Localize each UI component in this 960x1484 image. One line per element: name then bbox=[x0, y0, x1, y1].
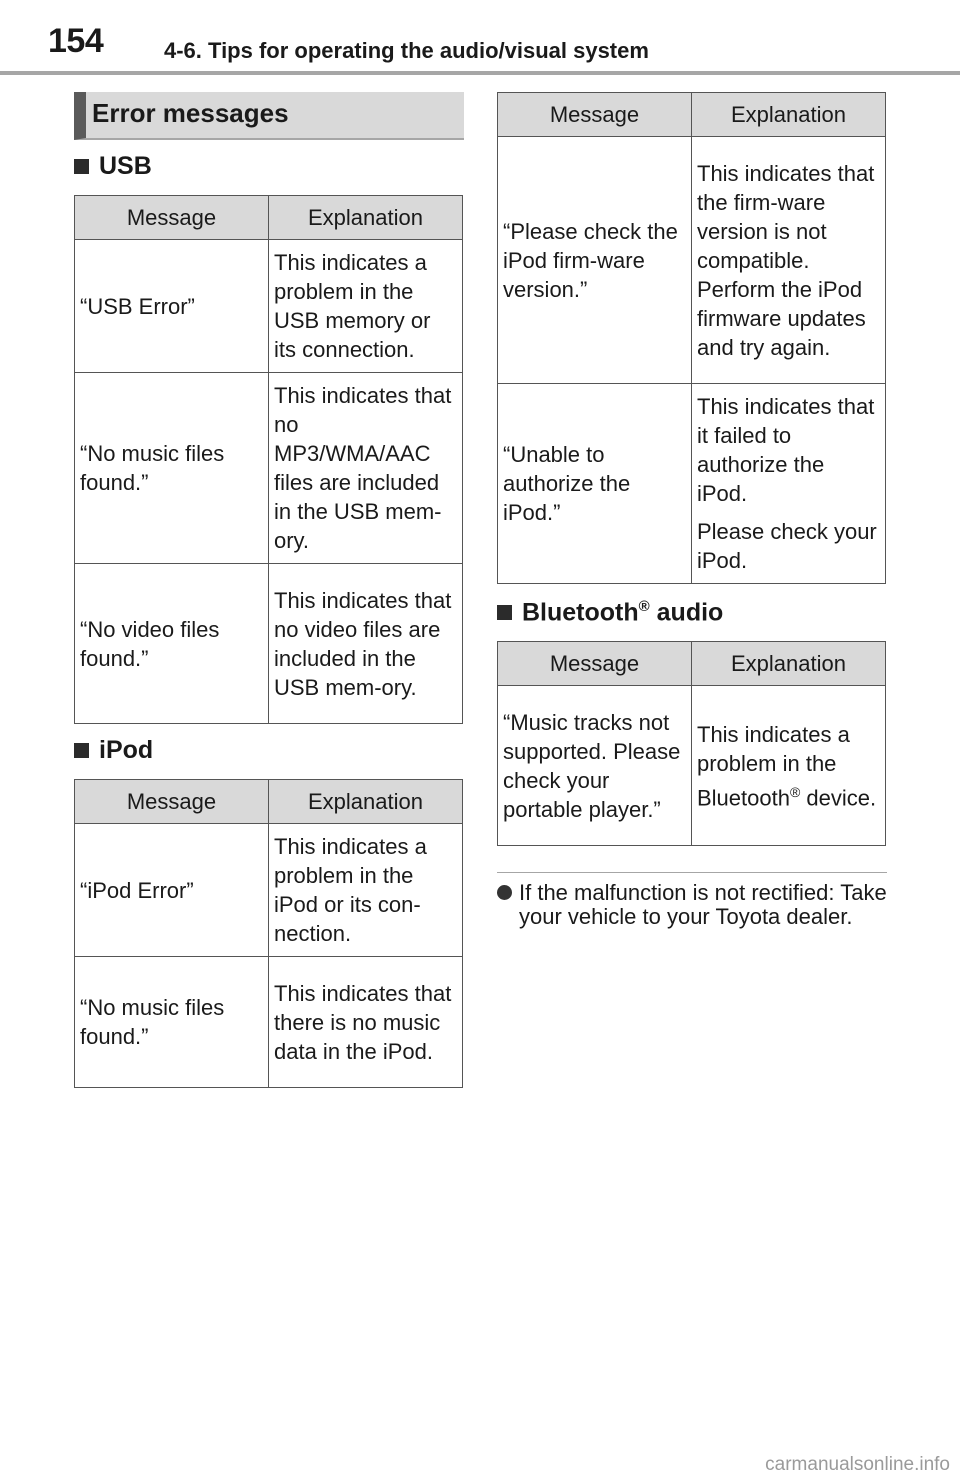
bluetooth-heading-suffix: audio bbox=[649, 598, 724, 627]
table-header-row bbox=[498, 93, 886, 137]
message-cell: “No music files found.” bbox=[75, 957, 269, 1088]
explanation-cell bbox=[269, 564, 463, 724]
registered-mark: ® bbox=[638, 598, 650, 615]
page-number: 154 bbox=[48, 22, 104, 60]
message-cell: “Please check the iPod firm-ware version.” bbox=[498, 137, 692, 384]
square-bullet-icon bbox=[74, 743, 89, 758]
usb-heading bbox=[74, 152, 464, 181]
square-bullet-icon bbox=[497, 605, 512, 620]
usb-error-table bbox=[74, 195, 463, 724]
bluetooth-heading-label: Bluetooth bbox=[522, 598, 639, 627]
explanation-part: This indicates a problem in the Bluetooth bbox=[697, 721, 850, 810]
explanation-text: This indicates that no MP3/WMA/AAC files are included in the USB mem-ory. bbox=[274, 383, 452, 553]
square-bullet-icon bbox=[74, 159, 89, 174]
explanation-cell bbox=[269, 957, 463, 1088]
explanation-column-header: Explanation bbox=[269, 780, 463, 824]
explanation-text: This indicates a problem in the iPod or its con-nection. bbox=[274, 834, 427, 946]
message-cell: “Music tracks not supported. Please check your portable player.” bbox=[498, 686, 692, 846]
explanation-cell bbox=[269, 373, 463, 564]
registered-mark: ® bbox=[789, 783, 801, 800]
section-title: Error messages bbox=[74, 92, 464, 140]
table-header-row bbox=[498, 642, 886, 686]
table-row bbox=[498, 384, 886, 584]
explanation-text: This indicates that it failed to authorize the iPod. bbox=[697, 394, 875, 506]
table-row bbox=[498, 686, 886, 846]
message-cell: “No video files found.” bbox=[75, 564, 269, 724]
explanation-column-header: Explanation bbox=[269, 196, 463, 240]
message-cell: “Unable to authorize the iPod.” bbox=[498, 384, 692, 584]
explanation-cell bbox=[269, 824, 463, 957]
bluetooth-heading bbox=[497, 598, 887, 627]
note-text: If the malfunction is not rectified: Take your vehicle to your Toyota dealer. bbox=[519, 880, 887, 930]
right-column bbox=[497, 92, 887, 929]
note-divider bbox=[497, 872, 887, 873]
explanation-part: device. bbox=[800, 784, 877, 810]
table-header-row bbox=[75, 196, 463, 240]
table-row bbox=[75, 957, 463, 1088]
message-column-header: Message bbox=[75, 780, 269, 824]
message-cell: “USB Error” bbox=[75, 240, 269, 373]
table-row bbox=[75, 564, 463, 724]
note bbox=[497, 881, 887, 929]
table-row bbox=[75, 824, 463, 957]
ipod-error-table-continued bbox=[497, 92, 886, 584]
left-column bbox=[74, 92, 464, 1088]
explanation-cell bbox=[692, 384, 886, 584]
explanation-column-header: Explanation bbox=[692, 642, 886, 686]
usb-heading-label: USB bbox=[99, 152, 152, 180]
explanation-text bbox=[697, 720, 880, 812]
explanation-text: This indicates a problem in the USB memory or its connection. bbox=[274, 250, 431, 362]
message-cell: “iPod Error” bbox=[75, 824, 269, 957]
ipod-heading bbox=[74, 736, 464, 765]
explanation-text: This indicates that the firm-ware version is not compatible. Perform the iPod firmware updates and try again. bbox=[697, 160, 875, 360]
watermark: carmanualsonline.info bbox=[765, 1454, 950, 1475]
explanation-text: This indicates that there is no music data in the iPod. bbox=[274, 980, 452, 1064]
bullet-dot-icon bbox=[497, 885, 512, 900]
bluetooth-error-table bbox=[497, 641, 886, 846]
table-row bbox=[75, 373, 463, 564]
explanation-text: This indicates that no video files are included in the USB mem-ory. bbox=[274, 587, 452, 700]
header-divider bbox=[0, 71, 960, 75]
ipod-heading-label: iPod bbox=[99, 736, 154, 764]
chapter-title: 4-6. Tips for operating the audio/visual system bbox=[164, 38, 649, 63]
ipod-error-table bbox=[74, 779, 463, 1088]
explanation-cell bbox=[269, 240, 463, 373]
message-column-header: Message bbox=[75, 196, 269, 240]
message-column-header: Message bbox=[498, 93, 692, 137]
message-column-header: Message bbox=[498, 642, 692, 686]
explanation-cell bbox=[692, 686, 886, 846]
message-cell: “No music files found.” bbox=[75, 373, 269, 564]
table-header-row bbox=[75, 780, 463, 824]
table-row bbox=[498, 137, 886, 384]
explanation-column-header: Explanation bbox=[692, 93, 886, 137]
explanation-cell bbox=[692, 137, 886, 384]
explanation-text: Please check your iPod. bbox=[697, 519, 877, 573]
table-row bbox=[75, 240, 463, 373]
